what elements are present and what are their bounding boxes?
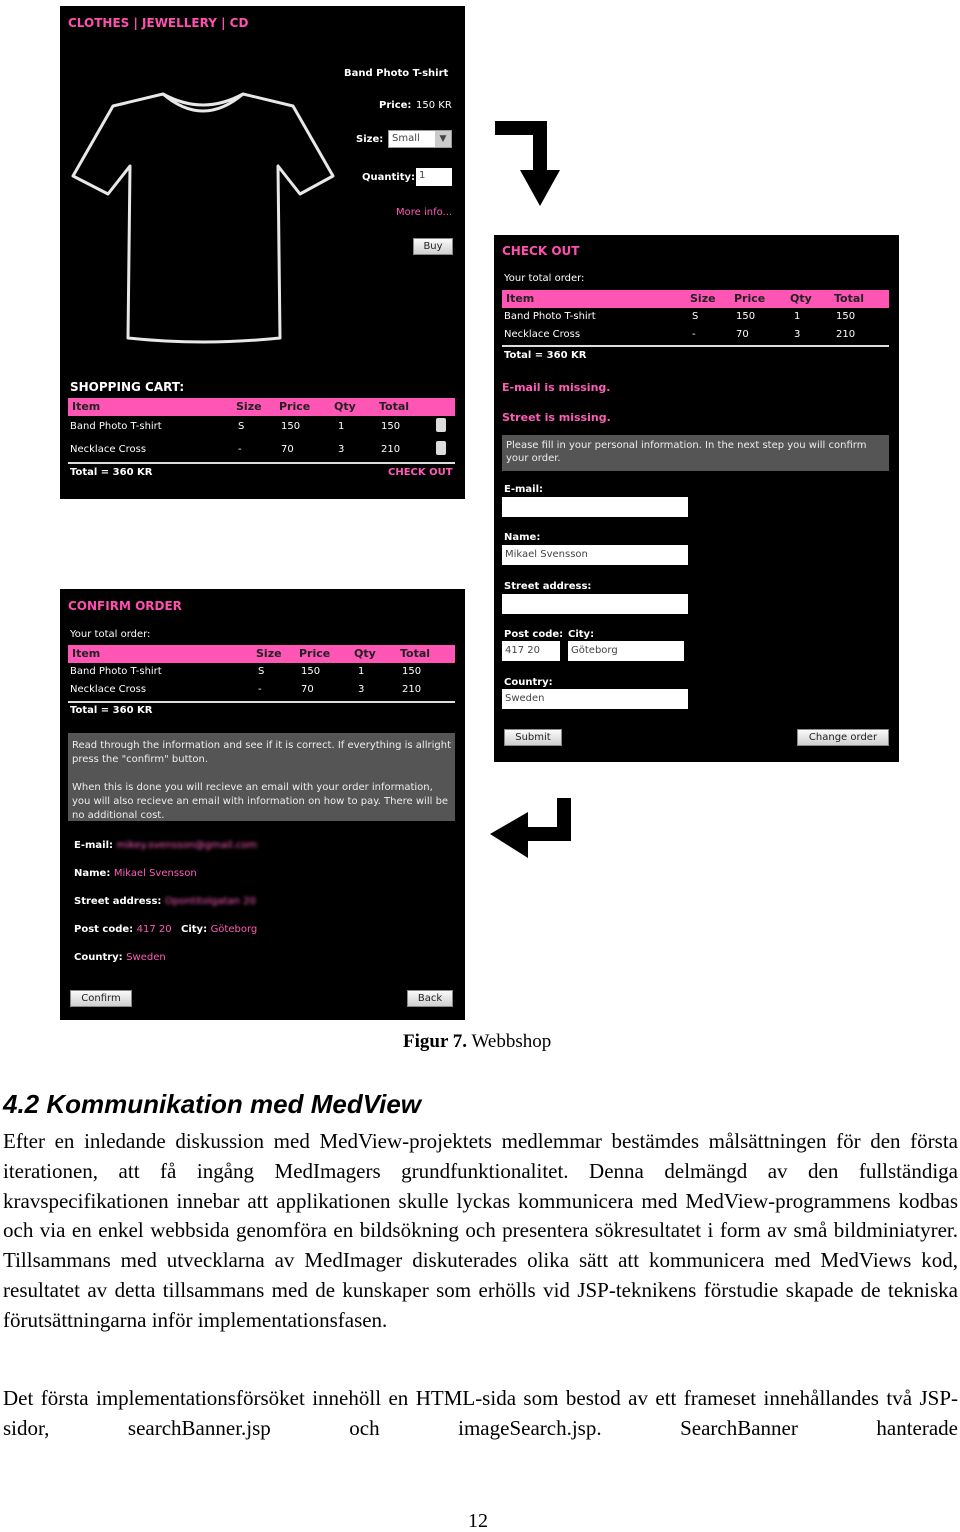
- city-field[interactable]: Göteborg: [568, 641, 684, 661]
- change-order-button[interactable]: Change order: [797, 729, 889, 746]
- checkout-panel: [494, 235, 899, 762]
- section-heading: 4.2 Kommunikation med MedView: [3, 1089, 422, 1119]
- col-total: Total: [379, 400, 410, 413]
- city-label: City:: [568, 629, 595, 640]
- arrow-down-icon: [490, 120, 570, 210]
- checkout-link[interactable]: CHECK OUT: [388, 467, 453, 478]
- back-button[interactable]: Back: [407, 990, 453, 1007]
- submit-button[interactable]: Submit: [504, 729, 562, 746]
- size-label: Size:: [356, 134, 384, 145]
- order-table-header: Item Size Price Qty Total: [68, 645, 455, 663]
- postcode-label: Post code:: [504, 629, 564, 640]
- postcode-label: Post code: 417 20: [74, 924, 172, 935]
- street-field[interactable]: [502, 594, 688, 614]
- size-select-value: Small: [392, 133, 420, 144]
- country-value: Sweden: [126, 952, 166, 963]
- postcode-value: 417 20: [136, 924, 172, 935]
- order-row: Necklace Cross - 70 3 210: [70, 684, 422, 695]
- tshirt-image: [68, 76, 338, 351]
- category-nav[interactable]: CLOTHES | JEWELLERY | CD: [68, 16, 249, 30]
- price-label: Price:: [379, 100, 412, 111]
- error-email: E-mail is missing.: [502, 381, 611, 394]
- chevron-down-icon: ▼: [435, 131, 451, 147]
- shopping-cart-title: SHOPPING CART:: [70, 380, 185, 394]
- confirm-button[interactable]: Confirm: [70, 990, 132, 1007]
- paragraph: Det första implementationsförsöket innehöll en HTML-sida som bestod av ett frameset innehållandes två JSP-sidor, searchBanner.jsp och imageSearch.jsp. SearchBanner hanterade: [3, 1386, 958, 1440]
- info-box: Please fill in your personal information. In the next step you will confirm your order.: [502, 435, 889, 471]
- name-field[interactable]: Mikael Svensson: [502, 545, 688, 565]
- email-label: E-mail:: [504, 484, 544, 495]
- order-row: Necklace Cross - 70 3 210: [504, 329, 856, 340]
- email-field[interactable]: [502, 497, 688, 517]
- figure-caption-label: Figur 7.: [403, 1031, 468, 1052]
- postcode-field[interactable]: 417 20: [502, 641, 560, 661]
- country-label: Country:: [504, 677, 553, 688]
- order-table-header: Item Size Price Qty Total: [502, 290, 889, 308]
- trash-icon[interactable]: [436, 441, 446, 455]
- error-street: Street is missing.: [502, 411, 611, 424]
- order-total: Total = 360 KR: [70, 705, 153, 716]
- confirm-info-box: [68, 733, 455, 821]
- buy-button[interactable]: Buy: [413, 238, 453, 255]
- order-row: Band Photo T-shirt S 150 1 150: [70, 666, 422, 677]
- cart-row: Necklace Cross - 70 3 210: [70, 444, 401, 455]
- city-value: Göteborg: [210, 924, 258, 935]
- quantity-input[interactable]: 1: [416, 168, 452, 186]
- order-label: Your total order:: [70, 629, 151, 640]
- price-value: 150 KR: [416, 100, 452, 111]
- email-value: mikey.svensson@gmail.com: [116, 840, 258, 851]
- order-divider: [502, 345, 889, 347]
- paragraph: Efter en inledande diskussion med MedView-projektets medlemmar bestämdes målsättningen för den första iterationen, att få ingång MedImagers grundfunktionalitet. Denna delmängd av den fullständiga kravspecifikationen innebar att applikationen skulle lyckas kommunicera med MedView-programmens kodbas och via en enkel webbsida genomföra en bildsökning och presentera sökresultatet i form av små bildminiatyrer. Tillsammans med utvecklarna av MedImager diskuterades olika sätt att kommunicera med MedViews kod, resultatet av detta tillsammans med de kunskaper som erhölls vid JSP-teknikens förstudie skapade de tekniska förutsättningarna inför implementationsfasen.: [3, 1129, 958, 1332]
- checkout-title: CHECK OUT: [502, 244, 580, 258]
- figure-caption: [403, 1031, 551, 1053]
- quantity-label: Quantity:: [362, 172, 415, 183]
- name-label: Name: Mikael Svensson: [74, 868, 197, 879]
- order-total: Total = 360 KR: [504, 350, 587, 361]
- product-name: Band Photo T-shirt: [344, 68, 449, 79]
- confirm-info-2: When this is done you will recieve an email with your order information, you will also recieve an email with information on how to pay. There will be no additional cost.: [72, 782, 449, 821]
- product-panel: [60, 6, 465, 499]
- size-select[interactable]: [388, 130, 452, 148]
- figure-caption-text: Webbshop: [471, 1031, 552, 1052]
- cart-row: Band Photo T-shirt S 150 1 150: [70, 421, 401, 432]
- confirm-panel: [60, 589, 465, 1020]
- street-label: Street address:: [504, 581, 592, 592]
- col-size: Size: [236, 400, 262, 413]
- name-value: Mikael Svensson: [113, 868, 197, 879]
- arrow-return-icon: [486, 794, 576, 869]
- confirm-info-1: Read through the information and see if it is correct. If everything is allright press the "confirm" button.: [72, 740, 451, 765]
- city-label: City: Göteborg: [181, 924, 258, 935]
- order-row: Band Photo T-shirt S 150 1 150: [504, 311, 856, 322]
- name-label: Name:: [504, 532, 541, 543]
- confirm-title: CONFIRM ORDER: [68, 599, 182, 613]
- order-divider: [68, 701, 455, 703]
- more-info-link[interactable]: More info...: [396, 207, 453, 218]
- order-label: Your total order:: [504, 273, 585, 284]
- cart-total: Total = 360 KR: [70, 467, 153, 478]
- country-field[interactable]: Sweden: [502, 689, 688, 709]
- country-label: Country: Sweden: [74, 952, 166, 963]
- col-price: Price: [279, 400, 311, 413]
- street-label: Street address: Opontitolgatan 20: [74, 896, 256, 907]
- cart-table-header: [68, 398, 455, 416]
- trash-icon[interactable]: [436, 418, 446, 432]
- cart-divider: [68, 462, 455, 464]
- col-qty: Qty: [334, 400, 356, 413]
- email-label: E-mail: mikey.svensson@gmail.com: [74, 840, 258, 851]
- street-value: Opontitolgatan 20: [164, 896, 256, 907]
- page-number: 12: [468, 1510, 488, 1532]
- col-item: Item: [72, 400, 101, 413]
